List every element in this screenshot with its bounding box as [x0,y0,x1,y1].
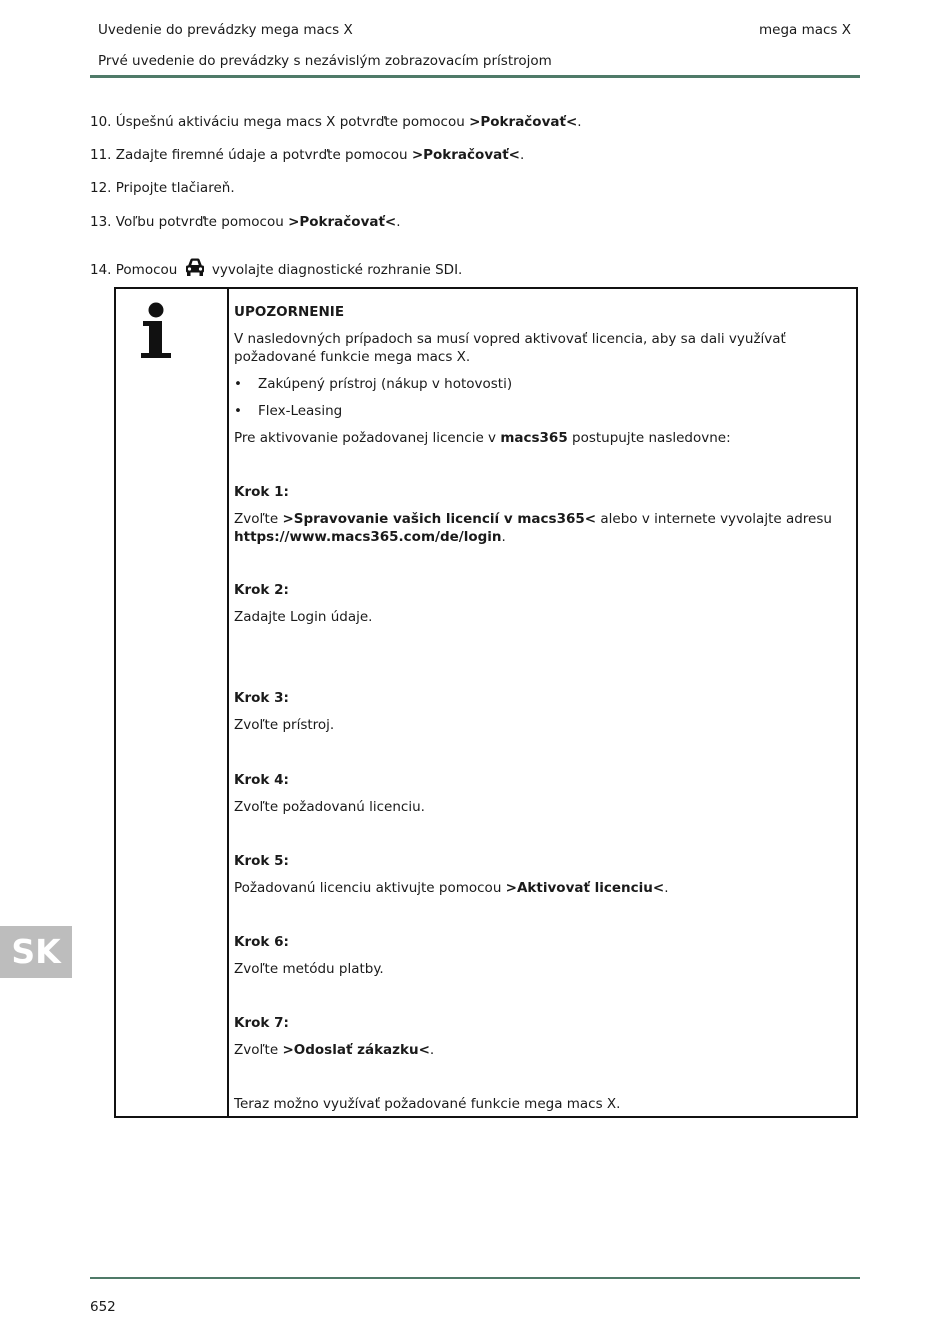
step-10: 10. Úspešnú aktiváciu mega macs X potvrďte pomocou >Pokračovať<. [90,114,582,130]
continue-label: >Pokračovať< [411,147,520,163]
header-section: Prvé uvedenie do prevádzky s nezávislým zobrazovacím prístrojom [98,53,552,69]
step-3-text: Zvoľte prístroj. [234,717,335,733]
header-divider [90,75,860,78]
step-2-heading: Krok 2: [234,582,289,598]
step-7-heading: Krok 7: [234,1015,289,1031]
step-5-heading: Krok 5: [234,853,289,869]
header-chapter: Uvedenie do prevádzky mega macs X [98,22,353,38]
continue-label: >Pokračovať< [288,214,397,230]
note-intro: V nasledovných prípadoch sa musí vopred aktivovať licencia, aby sa dali využívať požadované funkcie mega macs X. [234,331,786,365]
step-6-heading: Krok 6: [234,934,289,950]
info-icon [138,301,176,365]
continue-label: >Pokračovať< [469,114,578,130]
step-2-text: Zadajte Login údaje. [234,609,373,625]
note-closing: Teraz možno využívať požadované funkcie mega macs X. [234,1096,621,1112]
language-tab: SK [0,926,72,978]
step-5-text: Požadovanú licenciu aktivujte pomocou >Aktivovať licenciu<. [234,880,669,896]
page-number: 652 [90,1299,116,1315]
step-1-heading: Krok 1: [234,484,289,500]
step-6-text: Zvoľte metódu platby. [234,961,384,977]
note-title: UPOZORNENIE [234,304,345,320]
step-11: 11. Zadajte firemné údaje a potvrďte pomocou >Pokračovať<. [90,147,525,163]
step-14: 14. Pomocou vyvolajte diagnostické rozhranie SDI. [90,257,462,281]
step-13: 13. Voľbu potvrďte pomocou >Pokračovať<. [90,214,401,230]
step-4-text: Zvoľte požadovanú licenciu. [234,799,425,815]
step-7-text: Zvoľte >Odoslať zákazku<. [234,1042,435,1058]
note-box: UPOZORNENIE V nasledovných prípadoch sa musí vopred aktivovať licencia, aby sa dali využívať požadované funkcie mega macs X. • Zakúpený prístroj (nákup v hotovosti) • Flex-Leasing Pre aktivovanie požadovanej licencie v macs365 postupujte nasledovne: Krok 1: Zvoľte >Spravovanie vašich licencií v macs365< alebo v internete vyvolajte adresu https://www.macs365.com/de/login. Krok 2: Zadajte Login údaje. Krok 3: Zvoľte prístroj. Krok 4: Zvoľte požadovanú licenciu. Krok 5: Požadovanú licenciu aktivujte pomocou >Aktivovať licenciu<. Krok 6: Zvoľte metódu platby. Krok 7: Zvoľte >Odoslať zákazku<. Teraz možno využívať požadované funkcie mega macs X. [114,287,858,1118]
footer-divider [90,1277,860,1279]
step-3-heading: Krok 3: [234,690,289,706]
login-url-link[interactable]: https://www.macs365.com/de/login [234,529,502,545]
step-12: 12. Pripojte tlačiareň. [90,180,235,196]
header-product: mega macs X [758,22,851,38]
note-activation: Pre aktivovanie požadovanej licencie v macs365 postupujte nasledovne: [234,430,731,446]
note-divider [227,289,229,1116]
step-1-text: Zvoľte >Spravovanie vašich licencií v macs365< alebo v internete vyvolajte adresu https://www.macs365.com/de/login. [234,511,832,545]
step-4-heading: Krok 4: [234,772,289,788]
car-icon [184,257,206,281]
